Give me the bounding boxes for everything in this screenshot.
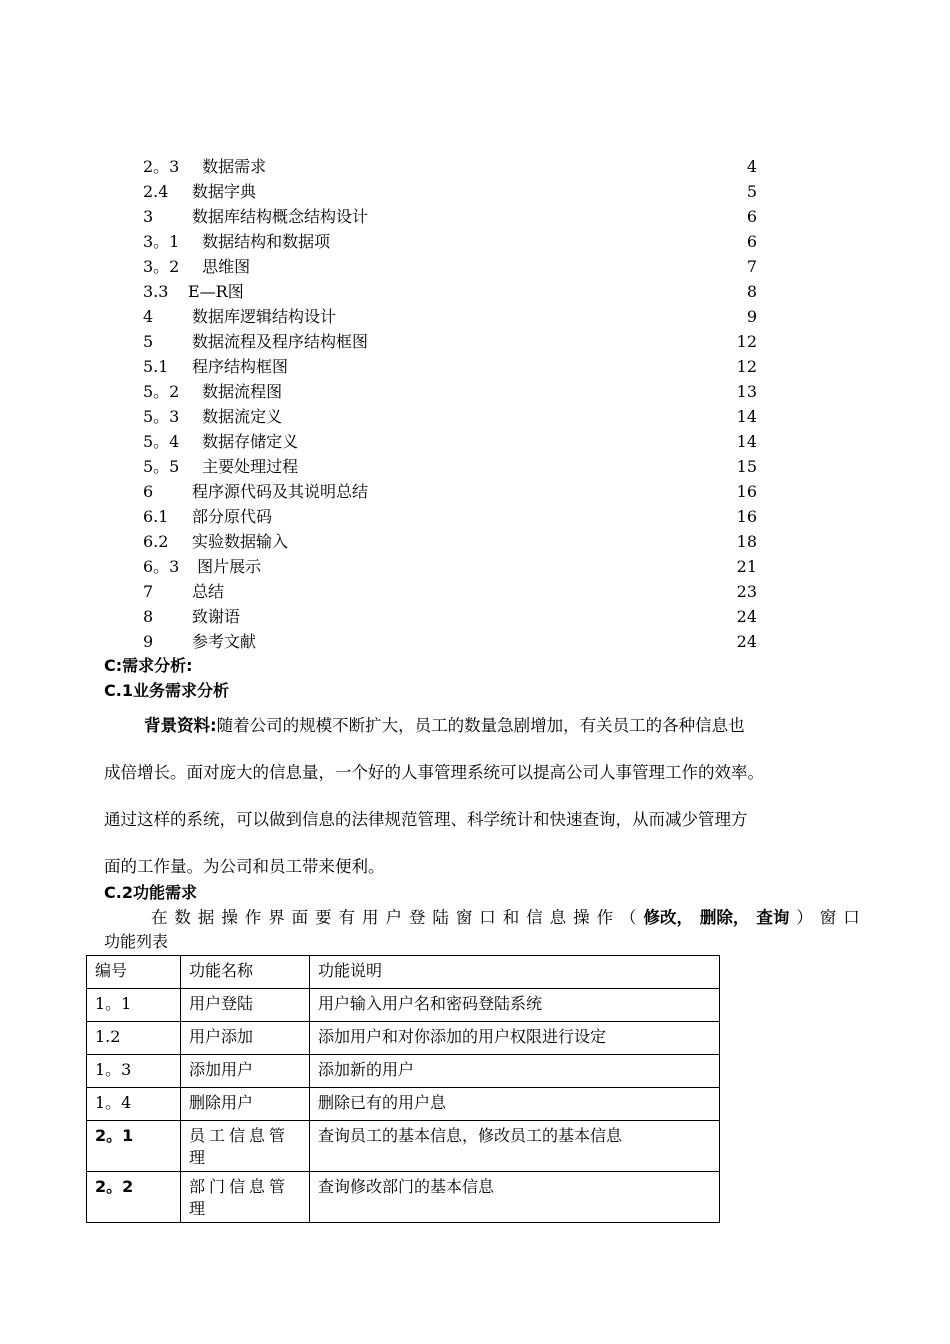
cell-desc: 查询员工的基本信息，修改员工的基本信息 — [310, 1121, 720, 1172]
toc-page: 6 — [746, 207, 757, 226]
req-char: 界 — [268, 908, 285, 927]
toc-title: 数据流定义 — [192, 407, 283, 426]
toc-row — [0, 530, 950, 554]
toc-page: 23 — [736, 582, 757, 601]
cell-name: 删除用户 — [181, 1088, 310, 1121]
table-row — [87, 989, 720, 1022]
req-char: 窗 — [455, 908, 473, 927]
cell-name: 员工信息管理 — [181, 1121, 310, 1172]
paragraph-line: 通过这样的系统，可以做到信息的法律规范管理、科学统计和快速查询，从而减少管理方 — [104, 810, 748, 829]
req-char: 窗 — [819, 908, 837, 927]
toc-row — [0, 430, 950, 454]
toc-row — [0, 330, 950, 354]
toc-page: 14 — [736, 407, 757, 426]
toc-number: 5。3 — [143, 407, 180, 426]
header-cell: 功能名称 — [181, 956, 310, 989]
req-char: 息 — [549, 908, 567, 927]
section-heading-c2: C.2功能需求 — [104, 883, 197, 902]
paragraph-line — [144, 712, 745, 736]
toc-number: 2。3 — [143, 157, 180, 176]
toc-number: 5。2 — [143, 382, 180, 401]
toc-row — [0, 355, 950, 379]
toc-title: 数据流程图 — [192, 382, 283, 401]
cell-id: 2。1 — [87, 1121, 181, 1172]
cell-id: 1.2 — [87, 1022, 181, 1055]
req-char: 信 — [526, 908, 543, 927]
req-char: 口 — [479, 908, 496, 927]
toc-page: 21 — [736, 557, 757, 576]
cell-desc: 添加用户和对你添加的用户权限进行设定 — [310, 1022, 720, 1055]
toc-title: 程序结构框图 — [192, 357, 289, 376]
cell-id: 1。3 — [87, 1055, 181, 1088]
cell-name: 添加用户 — [181, 1055, 310, 1088]
req-char: 作 — [244, 908, 262, 927]
toc-number: 4 — [143, 307, 154, 326]
toc-row — [0, 180, 950, 204]
toc-number: 2.4 — [143, 182, 169, 201]
req-char: 作 — [596, 908, 614, 927]
req-char: 在 — [150, 908, 168, 927]
toc-page: 16 — [736, 507, 757, 526]
toc-page: 6 — [746, 232, 757, 251]
toc-title: 程序源代码及其说明总结 — [192, 482, 369, 501]
function-table — [86, 955, 720, 1223]
toc-title: 数据字典 — [192, 182, 257, 201]
toc-row — [0, 455, 950, 479]
toc-page: 4 — [746, 157, 757, 176]
toc-page: 18 — [736, 532, 757, 551]
toc-page: 7 — [746, 257, 757, 276]
req-char: （ — [620, 908, 637, 927]
toc-row — [0, 230, 950, 254]
toc-row — [0, 380, 950, 404]
req-char: 操 — [573, 908, 590, 927]
requirement-line — [104, 906, 860, 930]
toc-row — [0, 580, 950, 604]
cell-name: 部门信息管理 — [181, 1172, 310, 1223]
cell-id: 1。1 — [87, 989, 181, 1022]
toc-row — [0, 555, 950, 579]
paragraph-text: 随着公司的规模不断扩大，员工的数量急剧增加，有关员工的各种信息也 — [216, 716, 745, 735]
req-char: 和 — [502, 908, 520, 927]
table-header-row — [87, 956, 720, 989]
toc-title: E—R图 — [188, 282, 244, 301]
toc-page: 12 — [736, 332, 757, 351]
cell-desc: 删除已有的用户息 — [310, 1088, 720, 1121]
toc-title: 数据存储定义 — [192, 432, 299, 451]
toc-title: 实验数据输入 — [192, 532, 289, 551]
toc-title: 数据库逻辑结构设计 — [192, 307, 337, 326]
header-cell: 功能说明 — [310, 956, 720, 989]
toc-row — [0, 605, 950, 629]
req-emphasis: 修改， — [643, 908, 693, 927]
req-char: 据 — [197, 908, 215, 927]
section-heading-c: C:需求分析: — [104, 656, 193, 675]
toc-title: 数据需求 — [192, 157, 267, 176]
toc-row — [0, 280, 950, 304]
table-row — [87, 1172, 720, 1223]
toc-number: 5 — [143, 332, 154, 351]
toc-row — [0, 255, 950, 279]
toc-page: 24 — [736, 632, 757, 651]
toc-number: 9 — [143, 632, 154, 651]
toc-number: 7 — [143, 582, 154, 601]
cell-desc: 用户输入用户名和密码登陆系统 — [310, 989, 720, 1022]
toc-row — [0, 155, 950, 179]
toc-row — [0, 205, 950, 229]
table-row — [87, 1121, 720, 1172]
toc-title: 图片展示 — [192, 557, 262, 576]
paragraph-line: 成倍增长。面对庞大的信息量，一个好的人事管理系统可以提高公司人事管理工作的效率。 — [104, 763, 764, 782]
toc-page: 9 — [746, 307, 757, 326]
req-emphasis: 删除， — [699, 908, 750, 927]
toc-title: 致谢语 — [192, 607, 241, 626]
cell-name: 用户添加 — [181, 1022, 310, 1055]
toc-row — [0, 405, 950, 429]
toc-number: 5。5 — [143, 457, 180, 476]
indent — [104, 906, 144, 930]
toc-number: 6。3 — [143, 557, 180, 576]
cell-name: 用户登陆 — [181, 989, 310, 1022]
req-char: 户 — [385, 908, 402, 927]
toc-row — [0, 630, 950, 654]
req-emphasis: 查询 — [756, 908, 790, 927]
req-char: 口 — [843, 908, 860, 927]
toc-page: 14 — [736, 432, 757, 451]
section-heading-c1: C.1业务需求分析 — [104, 681, 229, 700]
toc-page: 8 — [746, 282, 757, 301]
toc-page: 16 — [736, 482, 757, 501]
toc-title: 参考文献 — [192, 632, 257, 651]
toc-row — [0, 305, 950, 329]
table-row — [87, 1088, 720, 1121]
toc-number: 3 — [143, 207, 154, 226]
toc-number: 5。4 — [143, 432, 180, 451]
toc-title: 部分原代码 — [192, 507, 273, 526]
toc-title: 数据库结构概念结构设计 — [192, 207, 369, 226]
toc-title: 数据结构和数据项 — [192, 232, 331, 251]
req-char: 操 — [221, 908, 238, 927]
toc-page: 13 — [736, 382, 757, 401]
toc-page: 5 — [746, 182, 757, 201]
toc-row — [0, 480, 950, 504]
req-char: 陆 — [432, 908, 449, 927]
req-char: 用 — [362, 908, 379, 927]
toc-number: 6.1 — [143, 507, 169, 526]
cell-desc: 查询修改部门的基本信息 — [310, 1172, 720, 1223]
req-char: 面 — [291, 908, 309, 927]
toc-page: 24 — [736, 607, 757, 626]
toc-row — [0, 505, 950, 529]
background-label: 背景资料: — [144, 716, 217, 735]
cell-desc: 添加新的用户 — [310, 1055, 720, 1088]
toc-title: 数据流程及程序结构框图 — [192, 332, 369, 351]
table-row — [87, 1022, 720, 1055]
toc-number: 6.2 — [143, 532, 169, 551]
req-char: ） — [796, 908, 813, 927]
table-caption: 功能列表 — [104, 932, 169, 951]
toc-number: 3。1 — [143, 232, 180, 251]
toc-page: 12 — [736, 357, 757, 376]
toc-number: 3。2 — [143, 257, 180, 276]
toc-number: 3.3 — [143, 282, 169, 301]
req-char: 有 — [338, 908, 356, 927]
req-char: 数 — [174, 908, 191, 927]
cell-id: 2。2 — [87, 1172, 181, 1223]
cell-id: 1。4 — [87, 1088, 181, 1121]
toc-page: 15 — [736, 457, 757, 476]
toc-title: 主要处理过程 — [192, 457, 299, 476]
toc-title: 总结 — [192, 582, 225, 601]
toc-title: 思维图 — [192, 257, 251, 276]
table-row — [87, 1055, 720, 1088]
toc-number: 6 — [143, 482, 154, 501]
req-char: 登 — [408, 908, 426, 927]
paragraph-line: 面的工作量。为公司和员工带来便利。 — [104, 857, 385, 876]
toc-number: 5.1 — [143, 357, 169, 376]
header-cell: 编号 — [87, 956, 181, 989]
toc-number: 8 — [143, 607, 154, 626]
req-char: 要 — [315, 908, 332, 927]
